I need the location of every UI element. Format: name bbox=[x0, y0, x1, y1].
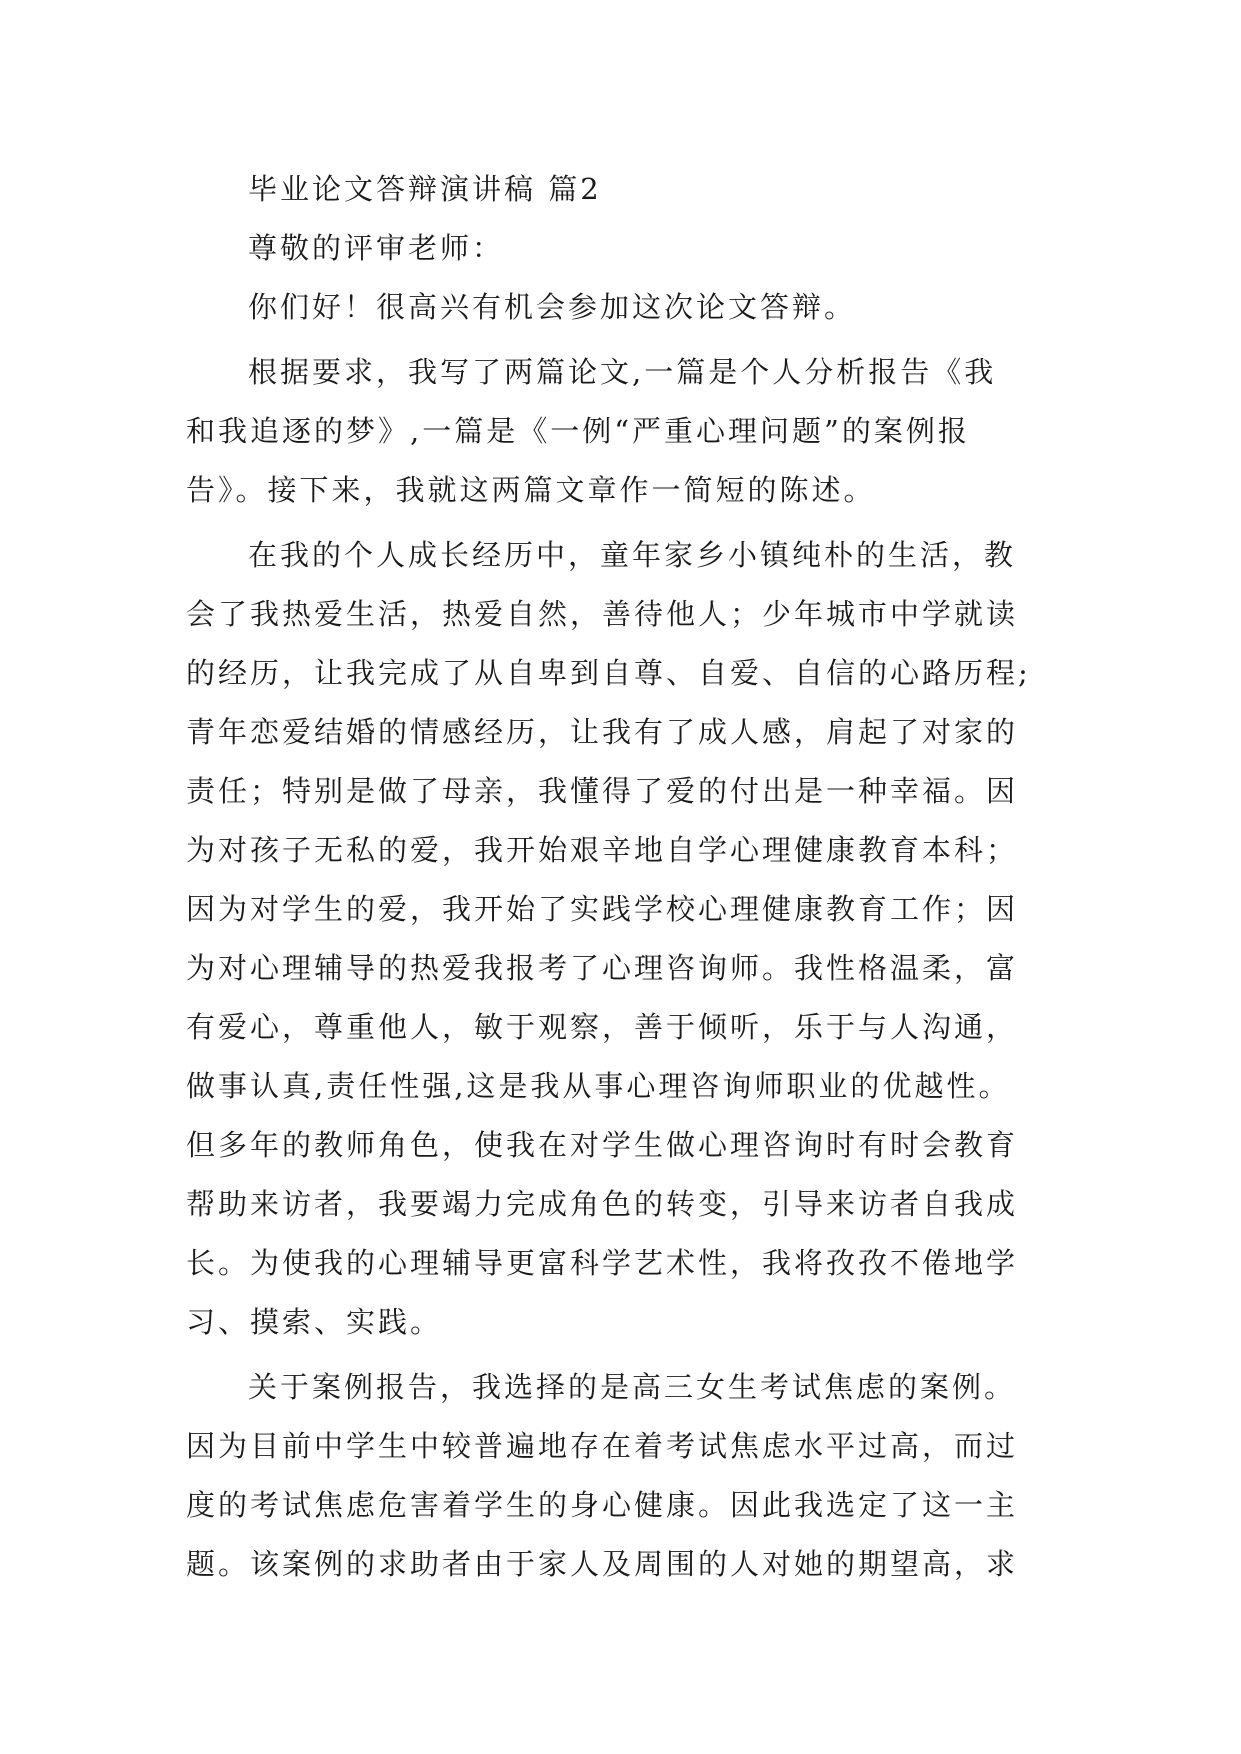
document-title: 毕业论文答辩演讲稿 篇2 bbox=[248, 172, 602, 206]
paragraph-line: 根据要求，我写了两篇论文,一篇是个人分析报告《我 bbox=[248, 355, 997, 389]
paragraph-line: 青年恋爱结婚的情感经历，让我有了成人感，肩起了对家的 bbox=[186, 715, 1019, 749]
paragraph-personal-growth bbox=[186, 526, 1058, 1352]
greeting: 你们好！很高兴有机会参加这次论文答辩。 bbox=[248, 290, 857, 324]
document-page bbox=[186, 160, 1058, 1600]
paragraph-line: 为对心理辅导的热爱我报考了心理咨询师。我性格温柔，富 bbox=[186, 951, 1019, 985]
paragraph-line: 会了我热爱生活，热爱自然，善待他人；少年城市中学就读 bbox=[186, 597, 1019, 631]
paragraph-line: 责任；特别是做了母亲，我懂得了爱的付出是一种幸福。因 bbox=[186, 774, 1019, 808]
paragraph-line: 告》。接下来，我就这两篇文章作一简短的陈述。 bbox=[186, 473, 876, 507]
paragraph-line: 因为目前中学生中较普遍地存在着考试焦虑水平过高，而过 bbox=[186, 1429, 1019, 1463]
paragraph-line: 题。该案例的求助者由于家人及周围的人对她的期望高，求 bbox=[186, 1547, 1019, 1581]
paragraph-papers-overview bbox=[186, 343, 1058, 520]
paragraph-case-report bbox=[186, 1358, 1058, 1594]
paragraph-line: 关于案例报告，我选择的是高三女生考试焦虑的案例。 bbox=[248, 1370, 1017, 1404]
paragraph-line: 为对孩子无私的爱，我开始艰辛地自学心理健康教育本科； bbox=[186, 833, 1019, 867]
paragraph-line: 习、摸索、实践。 bbox=[186, 1305, 443, 1339]
paragraph-line: 的经历，让我完成了从自卑到自尊、自爱、自信的心路历程; bbox=[186, 656, 1031, 690]
paragraph-line: 长。为使我的心理辅导更富科学艺术性，我将孜孜不倦地学 bbox=[186, 1246, 1019, 1280]
paragraph-line: 度的考试焦虑危害着学生的身心健康。因此我选定了这一主 bbox=[186, 1488, 1019, 1522]
paragraph-line: 在我的个人成长经历中，童年家乡小镇纯朴的生活，教 bbox=[248, 538, 1017, 572]
paragraph-line: 做事认真,责任性强,这是我从事心理咨询师职业的优越性。 bbox=[186, 1069, 1011, 1103]
paragraph-line: 和我追逐的梦》,一篇是《一例“严重心理问题”的案例报 bbox=[186, 414, 970, 448]
paragraph-line: 因为对学生的爱，我开始了实践学校心理健康教育工作；因 bbox=[186, 892, 1019, 926]
paragraph-line: 有爱心，尊重他人，敏于观察，善于倾听，乐于与人沟通， bbox=[186, 1010, 1019, 1044]
paragraph-line: 但多年的教师角色，使我在对学生做心理咨询时有时会教育 bbox=[186, 1128, 1019, 1162]
salutation: 尊敬的评审老师： bbox=[248, 231, 505, 265]
paragraph-line: 帮助来访者，我要竭力完成角色的转变，引导来访者自我成 bbox=[186, 1187, 1019, 1221]
